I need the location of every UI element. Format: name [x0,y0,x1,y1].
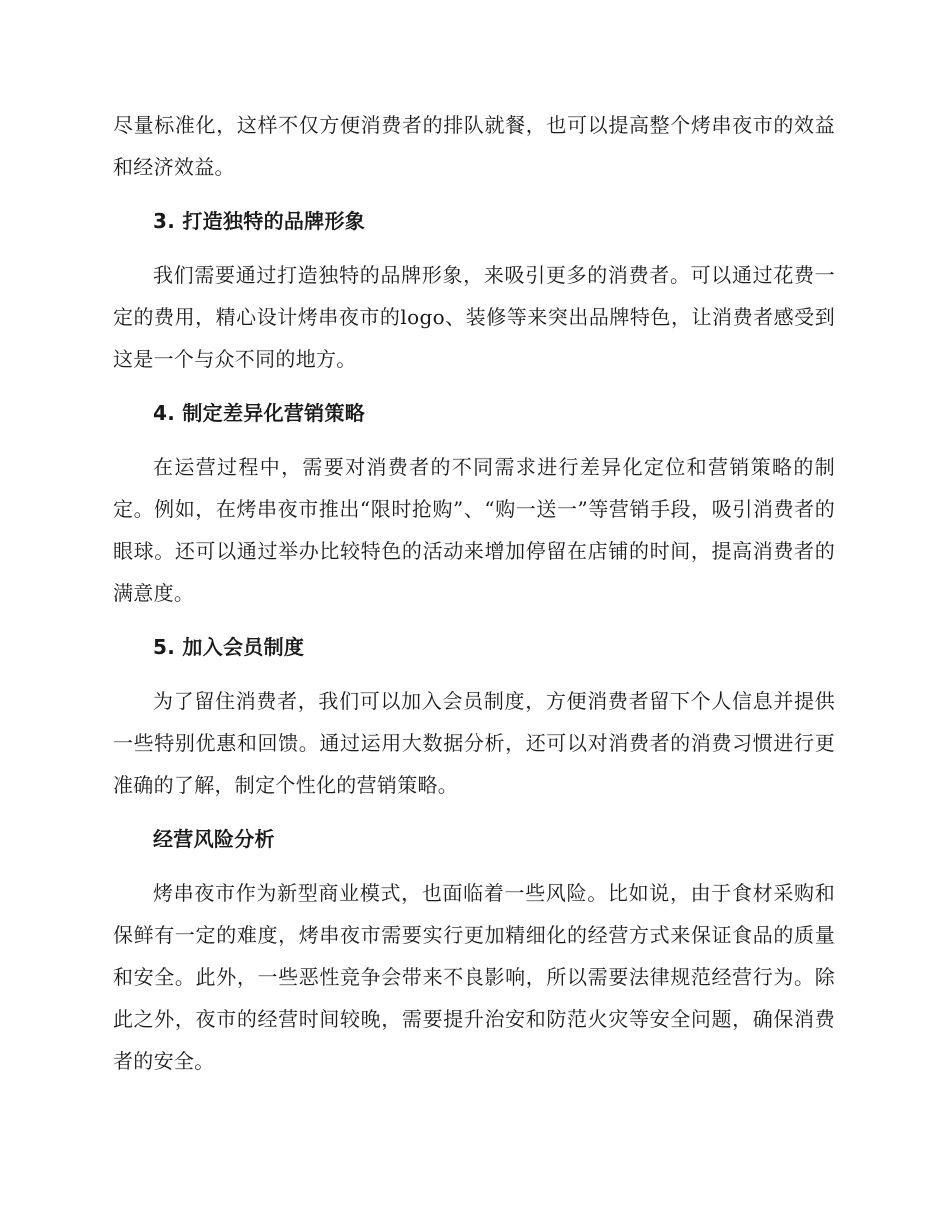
document-page [113,104,835,1094]
paragraph-marketing-strategy: 在运营过程中，需要对消费者的不同需求进行差异化定位和营销策略的制定。例如，在烤串夜市推出“限时抢购”、“购一送一”等营销手段，吸引消费者的眼球。还可以通过举办比较特色的活动来增加停留在店铺的时间，提高消费者的满意度。 [113,455,835,605]
section-heading-membership: 5. 加入会员制度 [153,635,305,659]
section-heading-marketing-strategy: 4. 制定差异化营销策略 [153,401,366,425]
paragraph-risk-analysis: 烤串夜市作为新型商业模式，也面临着一些风险。比如说，由于食材采购和保鲜有一定的难度，烤串夜市需要实行更加精细化的经营方式来保证食品的质量和安全。此外，一些恶性竞争会带来不良影响，所以需要法律规范经营行为。除此之外，夜市的经营时间较晚，需要提升治安和防范火灾等安全问题，确保消费者的安全。 [113,881,835,1073]
section-heading-brand-image: 3. 打造独特的品牌形象 [153,209,366,233]
paragraph-membership: 为了留住消费者，我们可以加入会员制度，方便消费者留下个人信息并提供一些特别优惠和回馈。通过运用大数据分析，还可以对消费者的消费习惯进行更准确的了解，制定个性化的营销策略。 [113,689,835,797]
paragraph-brand-image: 我们需要通过打造独特的品牌形象，来吸引更多的消费者。可以通过花费一定的费用，精心设计烤串夜市的logo、装修等来突出品牌特色，让消费者感受到这是一个与众不同的地方。 [113,263,835,371]
section-heading-risk-analysis: 经营风险分析 [153,827,275,851]
paragraph-continuation: 尽量标准化，这样不仅方便消费者的排队就餐，也可以提高整个烤串夜市的效益和经济效益。 [113,113,835,179]
